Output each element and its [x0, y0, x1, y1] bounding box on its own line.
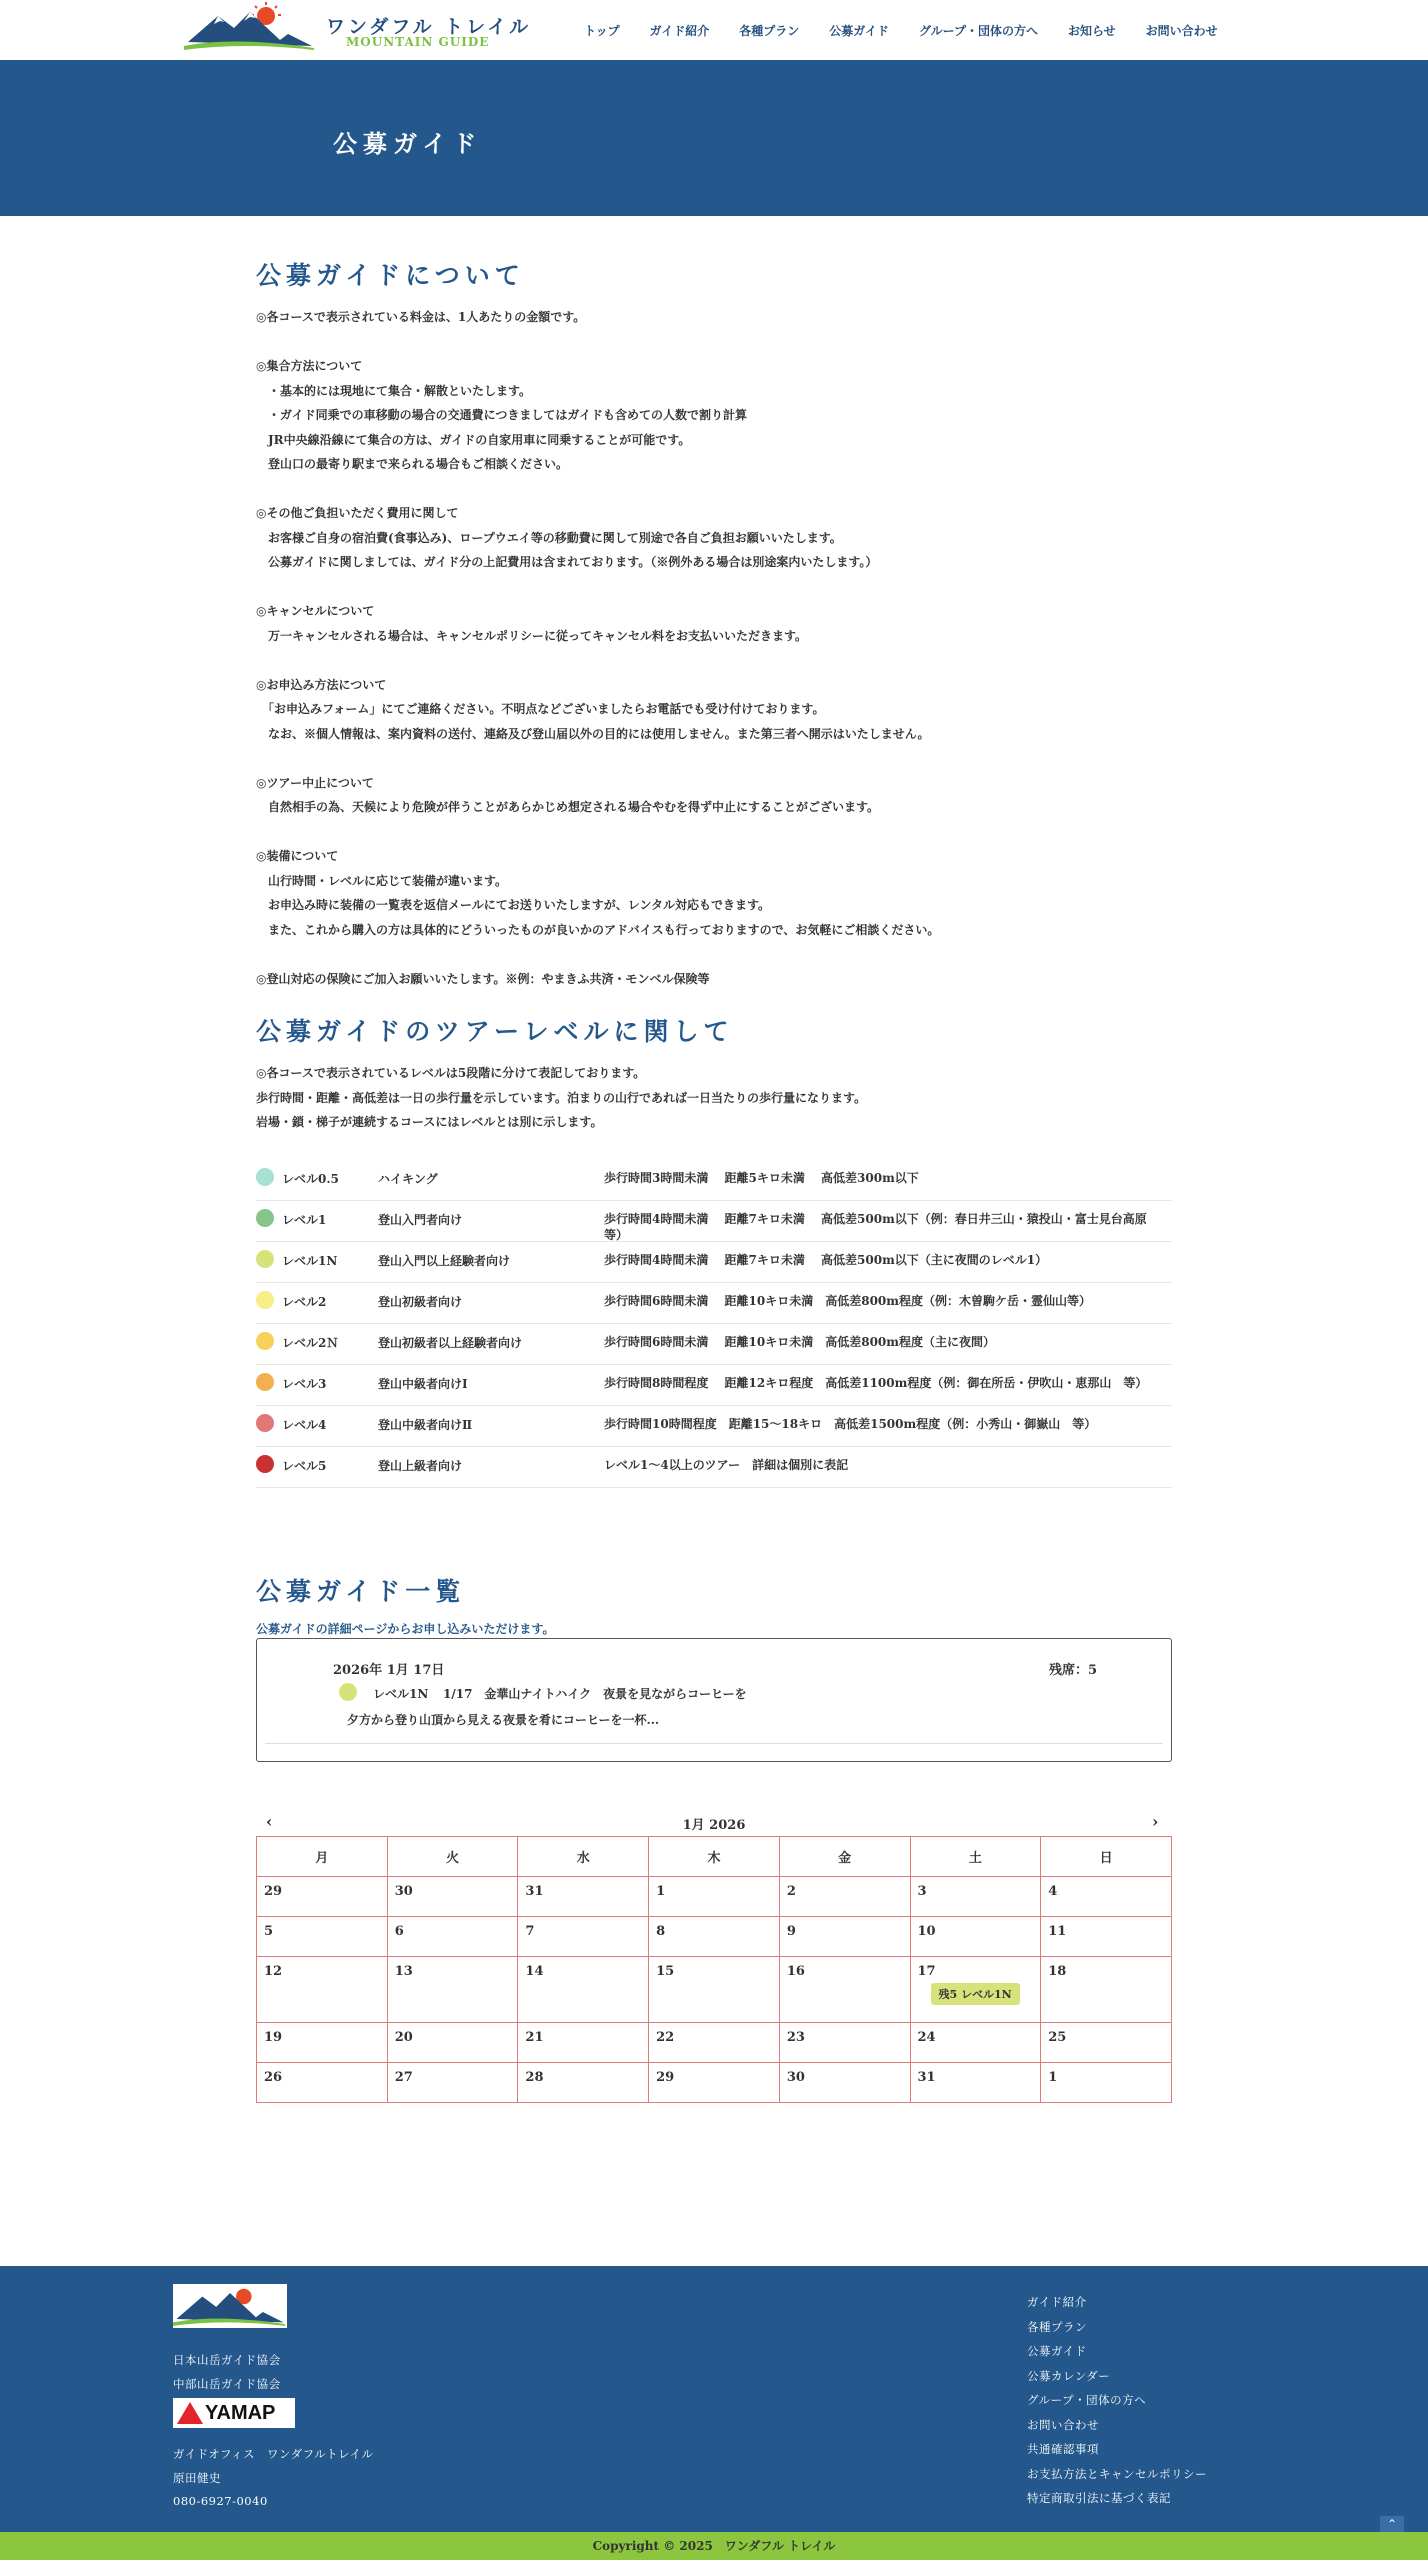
level-detail: 歩行時間8時間程度 距離12キロ程度 高低差1100m程度（例：御在所岳・伊吹山・恵那山 等） [604, 1376, 1148, 1390]
level-table [256, 1160, 1172, 1488]
day-number: 21 [525, 2030, 544, 2045]
day-number: 7 [525, 1924, 535, 1939]
level-dot-icon [256, 1414, 274, 1432]
calendar-day[interactable] [387, 2063, 518, 2103]
level-detail: 歩行時間3時間未満 距離5キロ未満 高低差300m以下 [604, 1171, 919, 1185]
site-logo[interactable] [184, 2, 532, 54]
nav-public-guide[interactable]: 公募ガイド [829, 24, 889, 38]
site-footer [0, 2266, 1428, 2532]
page-hero [0, 60, 1428, 216]
footer-link[interactable]: 共通確認事項 [1027, 2442, 1099, 2456]
level-dot-icon [256, 1455, 274, 1473]
day-number: 19 [264, 2030, 283, 2045]
calendar-week [257, 1957, 1172, 2023]
tour-link[interactable]: 1/17 金華山ナイトハイク 夜景を見ながらコーヒーを [443, 1687, 747, 1701]
nav-contact[interactable]: お問い合わせ [1145, 24, 1218, 38]
level-audience: 登山入門以上経験者向け [378, 1254, 511, 1268]
weekday-header: 月 [257, 1837, 388, 1877]
day-number: 23 [786, 2030, 805, 2045]
day-number: 1 [1048, 2070, 1058, 2085]
level-row [256, 1365, 1172, 1406]
level-row [256, 1160, 1172, 1201]
calendar-event[interactable]: 残5 レベル1N [931, 1983, 1020, 2005]
calendar-day[interactable] [387, 2023, 518, 2063]
logo-title: ワンダフル トレイル [326, 16, 532, 38]
level-audience: ハイキング [378, 1172, 438, 1186]
main-nav [584, 22, 1248, 39]
level-name: レベル5 [282, 1459, 327, 1473]
day-number: 25 [1048, 2030, 1067, 2045]
level-audience: 登山上級者向け [378, 1459, 463, 1473]
level-detail: 歩行時間6時間未満 距離10キロ未満 高低差800m程度（主に夜間） [604, 1335, 995, 1349]
level-row [256, 1201, 1172, 1242]
level-row [256, 1447, 1172, 1488]
calendar-day[interactable] [910, 1957, 1041, 2023]
about-title: 公募ガイドについて [256, 261, 525, 290]
day-number: 28 [525, 2070, 544, 2085]
nav-groups[interactable]: グループ・団体の方へ [918, 24, 1038, 38]
day-number: 27 [394, 2070, 413, 2085]
calendar-day[interactable] [387, 1917, 518, 1957]
level-name: レベル3 [282, 1377, 327, 1391]
level-detail: レベル1～4以上のツアー 詳細は個別に表記 [604, 1458, 849, 1472]
calendar-day[interactable] [910, 2063, 1041, 2103]
chevron-up-icon: ⌃ [1386, 2517, 1398, 2531]
day-number: 20 [394, 2030, 413, 2045]
footer-link[interactable]: ガイド紹介 [1027, 2295, 1087, 2309]
footer-logo[interactable] [173, 2284, 287, 2328]
calendar-day[interactable] [257, 2023, 388, 2063]
day-number: 6 [394, 1924, 404, 1939]
nav-plans[interactable]: 各種プラン [739, 24, 800, 38]
level-name: レベル4 [282, 1418, 327, 1432]
calendar-week [257, 1877, 1172, 1917]
office-name: ガイドオフィス ワンダフルトレイル [173, 2447, 374, 2461]
nav-guide-intro[interactable]: ガイド紹介 [649, 24, 710, 38]
calendar-week [257, 2063, 1172, 2103]
level-audience: 登山中級者向けⅡ [378, 1418, 473, 1432]
level-row [256, 1283, 1172, 1324]
association-1: 日本山岳ガイド協会 [173, 2353, 281, 2367]
calendar-day[interactable] [387, 1877, 518, 1917]
logo-subtitle: MOUNTAIN GUIDE [346, 35, 490, 49]
calendar-day[interactable] [257, 1957, 388, 2023]
levels-title: 公募ガイドのツアーレベルに関して [256, 1017, 734, 1046]
level-detail: 歩行時間4時間未満 距離7キロ未満 高低差500m以下（例：春日井三山・猿投山・富士見台高原等） [604, 1212, 1147, 1242]
list-title: 公募ガイド一覧 [256, 1577, 466, 1606]
levels-text: ◎各コースで表示されているレベルは5段階に分けて表記しております。 歩行時間・距離・高低差は一日の歩行量を示しています。泊まりの山行であれば一日当たりの歩行量になります。 岩場・鎖・梯子が連続するコースにはレベルとは別に示します。 [256, 1066, 867, 1129]
footer-link[interactable]: グループ・団体の方へ [1027, 2393, 1147, 2407]
day-number: 5 [264, 1924, 274, 1939]
day-number: 29 [656, 2070, 675, 2085]
calendar-day[interactable] [910, 1877, 1041, 1917]
level-dot-icon [256, 1373, 274, 1391]
day-number: 17 [917, 1964, 936, 1979]
calendar-day[interactable] [649, 1957, 780, 2023]
calendar-day[interactable] [649, 1877, 780, 1917]
calendar-day[interactable] [649, 1917, 780, 1957]
level-dot-icon [256, 1209, 274, 1227]
calendar-day[interactable] [257, 2063, 388, 2103]
footer-link[interactable]: お支払方法とキャンセルポリシー [1027, 2466, 1207, 2481]
footer-link[interactable]: 各種プラン [1027, 2319, 1087, 2334]
level-row [256, 1406, 1172, 1447]
person-name: 原田健史 [173, 2471, 221, 2485]
calendar-day[interactable] [1041, 2023, 1172, 2063]
calendar-week [257, 1917, 1172, 1957]
footer-link[interactable]: お問い合わせ [1027, 2417, 1099, 2432]
day-number: 9 [786, 1924, 796, 1939]
tour-date: 2026年 1月 17日 [333, 1663, 445, 1678]
day-number: 30 [786, 2070, 805, 2085]
day-number: 8 [656, 1924, 666, 1939]
day-number: 24 [917, 2030, 936, 2045]
footer-link[interactable]: 公募カレンダー [1027, 2368, 1111, 2383]
level-audience: 登山初級者以上経験者向け [378, 1336, 523, 1350]
weekday-header: 土 [910, 1837, 1041, 1877]
level-dot-icon [256, 1250, 274, 1268]
level-dot-icon [256, 1332, 274, 1350]
weekday-header: 木 [649, 1837, 780, 1877]
day-number: 26 [264, 2070, 283, 2085]
day-number: 16 [786, 1964, 805, 1979]
calendar-day[interactable] [518, 1957, 649, 2023]
level-row [256, 1242, 1172, 1283]
divider [265, 1743, 1163, 1744]
tour-description: 夕方から登り山頂から見える夜景を肴にコーヒーを一杯... [347, 1713, 660, 1727]
level-detail: 歩行時間10時間程度 距離15～18キロ 高低差1500m程度（例：小秀山・御嶽山 等） [604, 1417, 1097, 1431]
calendar-next[interactable]: › [1152, 1812, 1159, 1831]
level-dot-icon [256, 1168, 274, 1186]
level-audience: 登山中級者向けⅠ [378, 1377, 468, 1391]
weekday-header: 水 [518, 1837, 649, 1877]
back-to-top-button[interactable] [1380, 2516, 1404, 2532]
weekday-header: 火 [387, 1837, 518, 1877]
day-number: 3 [917, 1884, 927, 1899]
calendar-day[interactable] [779, 1917, 910, 1957]
tour-remaining: 残席：5 [1048, 1663, 1097, 1678]
calendar-day[interactable] [779, 1957, 910, 2023]
calendar-day[interactable] [387, 1957, 518, 2023]
day-number: 2 [786, 1884, 796, 1899]
day-number: 13 [394, 1964, 413, 1979]
day-number: 10 [917, 1924, 936, 1939]
calendar-day[interactable] [779, 1877, 910, 1917]
calendar-day[interactable] [518, 1877, 649, 1917]
calendar-day[interactable] [257, 1917, 388, 1957]
calendar-day[interactable] [518, 1917, 649, 1957]
nav-news[interactable]: お知らせ [1067, 24, 1116, 38]
calendar-day[interactable] [1041, 1877, 1172, 1917]
calendar-day[interactable] [779, 2023, 910, 2063]
association-2: 中部山岳ガイド協会 [173, 2377, 281, 2391]
page-title: 公募ガイド [333, 129, 483, 158]
calendar-day[interactable] [649, 2063, 780, 2103]
about-text: ◎各コースで表示されている料金は、1人あたりの金額です。 ◎集合方法について ・基本的には現地にて集合・解散といたします。 ・ガイド同乗での車移動の場合の交通費につきましてはガイドも含めての人数で割り計算 JR中央線沿線にて集合の方は、ガイドの自家用車に同乗することが可能です。 登山口の最寄り駅まで来られる場合もご相談ください。 ◎その他ご負担いただく費用に関して お客様ご自身の宿泊費(食事込み)、ロープウエイ等の移動費に関して別途で各自ご負担お願いいたします。 公募ガイドに関しましては、ガイド分の上記費用は含まれております。（※例外ある場合は別途案内いたします。） ◎キャンセルについて 万一キャンセルされる場合は、キャンセルポリシーに従ってキャンセル料をお支払いいただきます。 ◎お申込み方法について 「お申込みフォーム」にてご連絡ください。不明点などございましたらお電話でも受け付けております。 なお、※個人情報は、案内資料の送付、連絡及び登山届以外の目的には使用しません。また第三者へ開示はいたしません。 ◎ツアー中止について 自然相手の為、天候により危険が伴うことがあらかじめ想定される場合やむを得ず中止にすることがございます。 ◎装備について 山行時間・レベルに応じて装備が違います。 お申込み時に装備の一覧表を返信メールにてお送りいたしますが、レンタル対応もできます。 また、これから購入の方は具体的にどういったものが良いかのアドバイスも行っておりますので、お気軽にご相談ください。 ◎登山対応の保険にご加入お願いいたします。※例：やまきふ共済・モンベル保険等 [256, 310, 940, 986]
calendar-day[interactable] [518, 2023, 649, 2063]
level-audience: 登山初級者向け [378, 1295, 463, 1309]
tour-level: レベル1N [373, 1687, 429, 1701]
list-subtitle: 公募ガイドの詳細ページからお申し込みいただけます。 [256, 1622, 555, 1636]
day-number: 29 [264, 1884, 283, 1899]
day-number: 4 [1048, 1884, 1058, 1899]
day-number: 30 [394, 1884, 413, 1899]
tour-card[interactable] [256, 1638, 1172, 1762]
footer-link[interactable]: 公募ガイド [1027, 2344, 1087, 2358]
mountain-logo-icon [173, 2284, 287, 2328]
tour-calendar [256, 1836, 1172, 2103]
weekday-header: 日 [1041, 1837, 1172, 1877]
calendar-day[interactable] [649, 2023, 780, 2063]
level-detail: 歩行時間6時間未満 距離10キロ未満 高低差800m程度（例：木曽駒ケ岳・霊仙山等） [604, 1294, 1091, 1308]
level-dot-icon [256, 1291, 274, 1309]
level-dot-icon [339, 1683, 357, 1701]
level-row [256, 1324, 1172, 1365]
phone-number: 080-6927-0040 [173, 2494, 268, 2508]
day-number: 12 [264, 1964, 283, 1979]
day-number: 18 [1048, 1964, 1067, 1979]
level-name: レベル1 [282, 1213, 327, 1227]
level-detail: 歩行時間4時間未満 距離7キロ未満 高低差500m以下（主に夜間のレベル1） [604, 1253, 1048, 1267]
copyright: Copyright © 2025 ワンダフル トレイル [0, 2532, 1428, 2560]
nav-top[interactable]: トップ [584, 24, 620, 38]
footer-link[interactable]: 特定商取引法に基づく表記 [1027, 2491, 1171, 2505]
day-number: 14 [525, 1964, 544, 1979]
yamap-badge[interactable] [173, 2398, 295, 2428]
calendar-day[interactable] [1041, 1957, 1172, 2023]
day-number: 31 [917, 2070, 936, 2085]
calendar-month: 1月 2026 [682, 1818, 746, 1833]
day-number: 1 [656, 1884, 666, 1899]
level-audience: 登山入門者向け [378, 1213, 463, 1227]
calendar-day[interactable] [910, 1917, 1041, 1957]
yamap-label: YAMAP [205, 2402, 276, 2424]
day-number: 22 [656, 2030, 675, 2045]
level-name: レベル0.5 [282, 1172, 339, 1186]
day-number: 15 [656, 1964, 675, 1979]
weekday-header: 金 [779, 1837, 910, 1877]
calendar-week [257, 2023, 1172, 2063]
level-name: レベル2 [282, 1295, 327, 1309]
level-name: レベル1N [282, 1254, 338, 1268]
calendar-day[interactable] [1041, 1917, 1172, 1957]
calendar-day[interactable] [518, 2063, 649, 2103]
site-header [0, 0, 1428, 60]
calendar-day[interactable] [779, 2063, 910, 2103]
yamap-icon [177, 2402, 203, 2424]
day-number: 31 [525, 1884, 544, 1899]
mountain-logo-icon [184, 2, 316, 52]
calendar-prev[interactable]: ‹ [266, 1812, 273, 1831]
calendar-day[interactable] [1041, 2063, 1172, 2103]
level-name: レベル2Ｎ [282, 1336, 339, 1350]
calendar-day[interactable] [910, 2023, 1041, 2063]
calendar-day[interactable] [257, 1877, 388, 1917]
day-number: 11 [1048, 1924, 1067, 1939]
